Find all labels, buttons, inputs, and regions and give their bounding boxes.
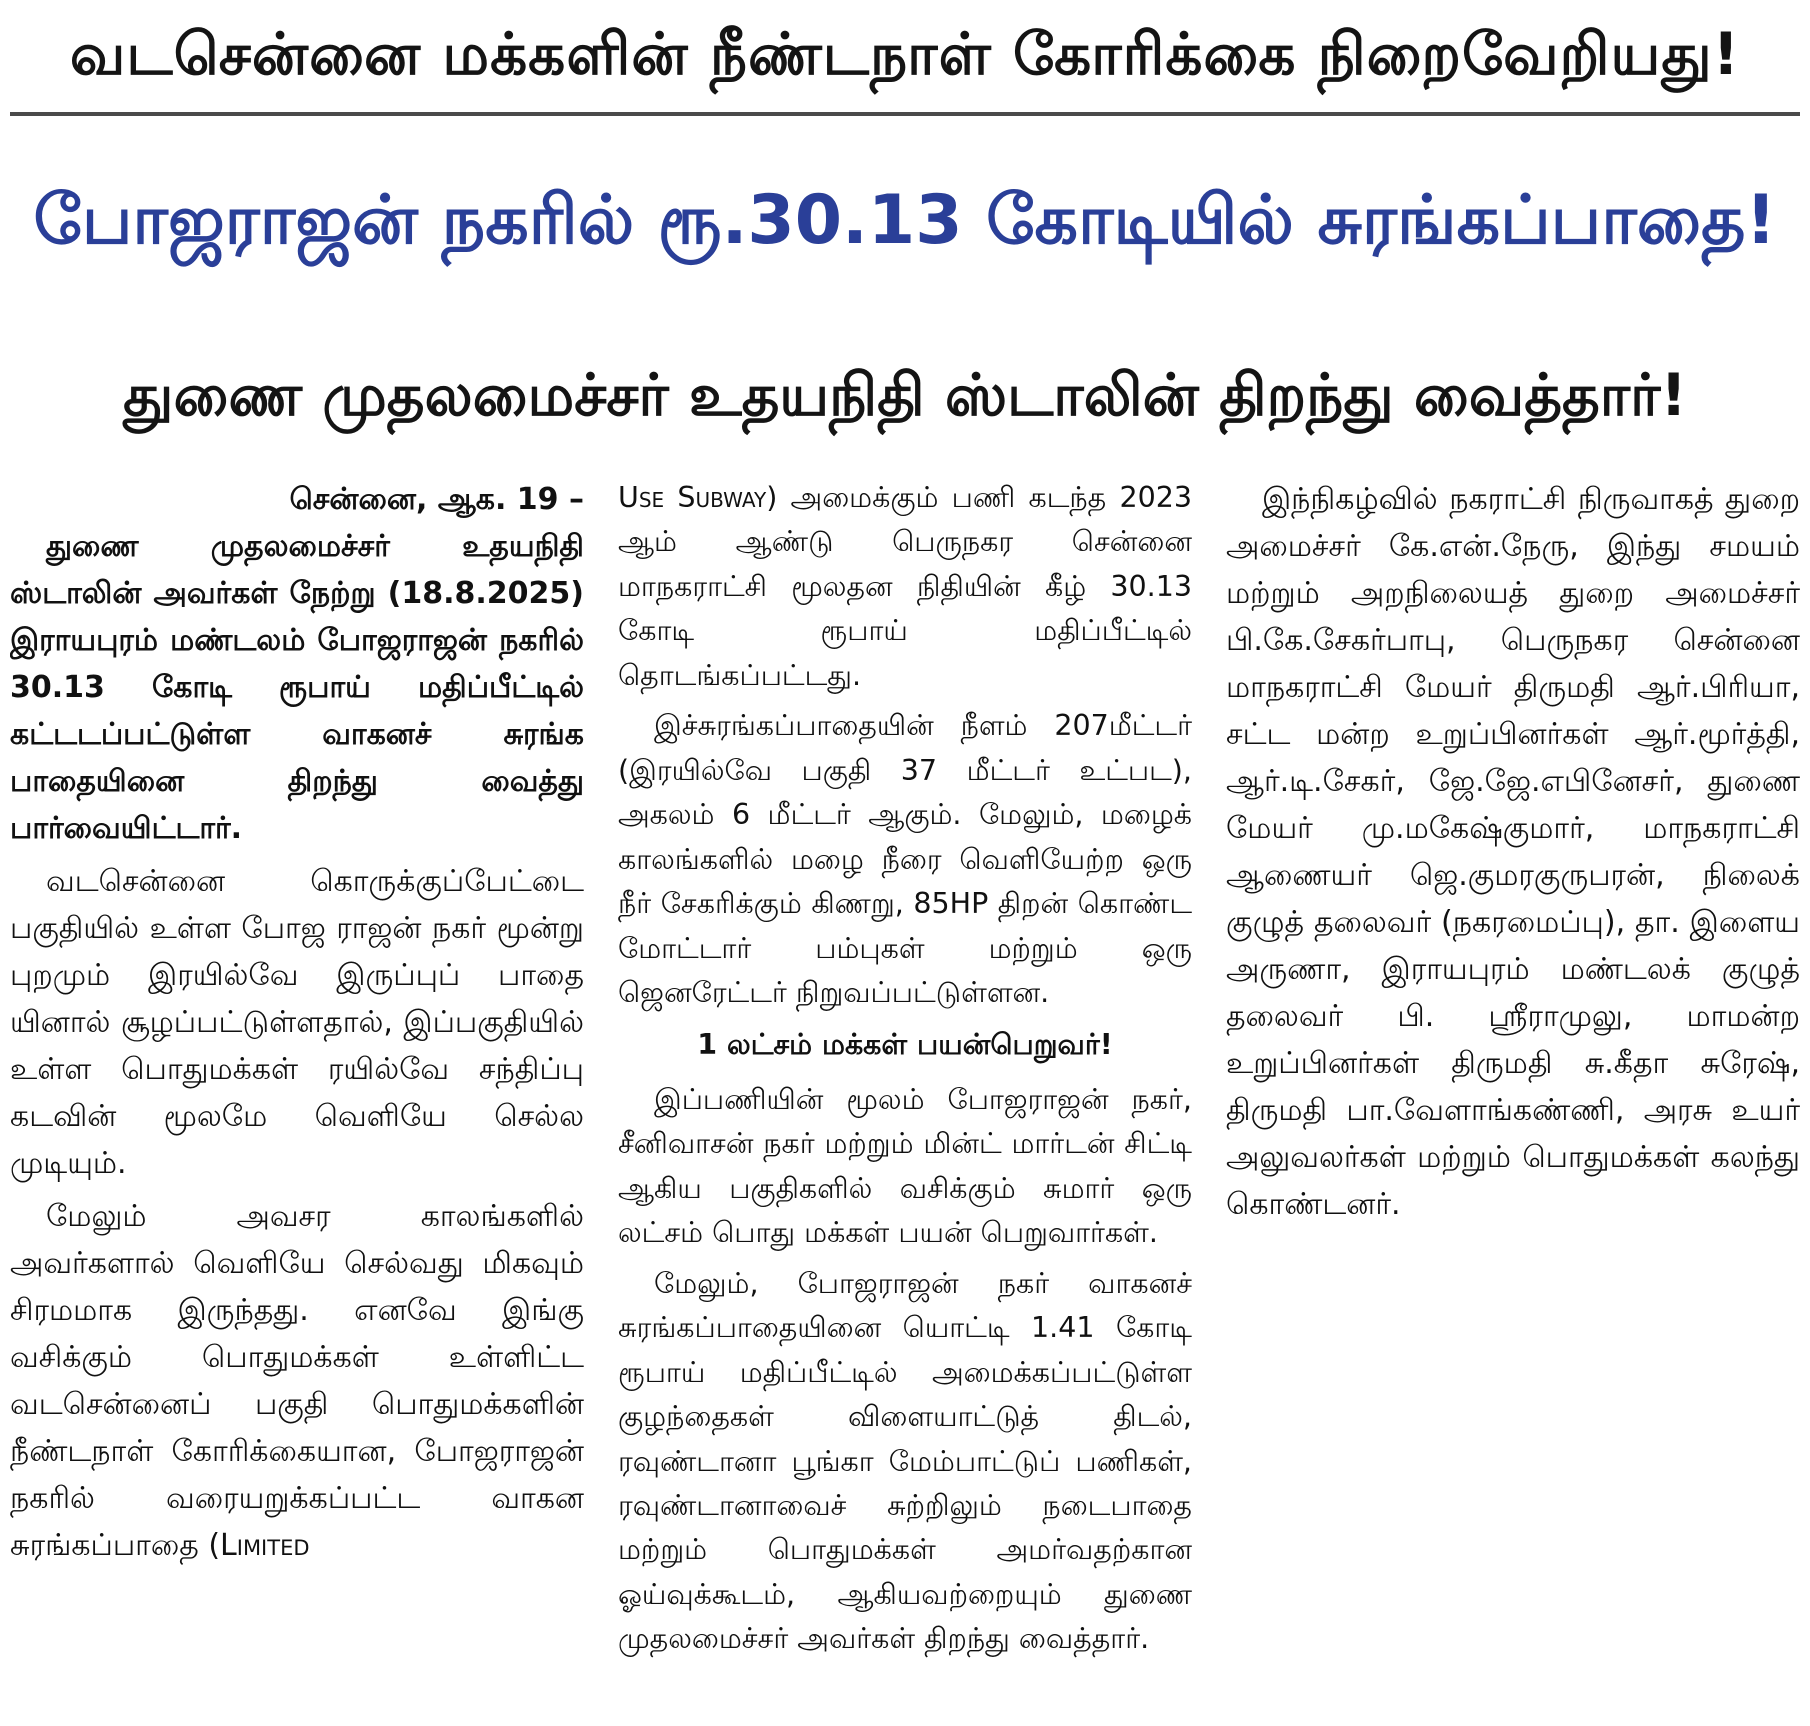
paragraph: இந்நிகழ்வில் நகராட்சி நிருவாகத் துறை அமைச்சர் கே.என்.நேரு, இந்து சமயம் மற்றும் அறநிலையத் துறை அமைச்சர் பி.கே.சேகர்பாபு, பெருநகர சென்னை மாநகராட்சி மேயர் திருமதி ஆர்.பிரியா, சட்ட மன்ற உறுப்பினர்கள் ஆர்.மூர்த்தி, ஆர்.டி.சேகர், ஜே.ஜே.எபினேசர், துணை மேயர் மு.மகேஷ்குமார், மாநகராட்சி ஆணையர் ஜெ.குமரகுருபரன், நிலைக் குழுத் தலைவர் (நகரமைப்பு), தா. இளைய அருணா, இராயபுரம் மண்டலக் குழுத் தலைவர் பி. ஸ்ரீராமுலு, மாமன்ற உறுப்பினர்கள் திருமதி சு.கீதா சுரேஷ், திருமதி பா.வேளாங்கண்ணி, அரசு உயர் அலுவலர்கள் மற்றும் பொதுமக்கள் கலந்து கொண்டனர். bbox=[1226, 482, 1800, 1222]
paragraph: இப்பணியின் மூலம் போஜராஜன் நகர், சீனிவாசன் நகர் மற்றும் மின்ட் மார்டன் சிட்டி ஆகிய பகுதிகளில் வசிக்கும் சுமார் ஒரு லட்சம் பொது மக்கள் பயன் பெறுவார்கள். bbox=[618, 1082, 1192, 1250]
paragraph-text: ) அமைக்கும் பணி கடந்த 2023 ஆம் ஆண்டு பெருநகர சென்னை மாநகராட்சி மூலதன நிதியின் கீழ் 30.13 கோடி ரூபாய் மதிப்பீட்டில் தொடங்கப்பட்டது. bbox=[618, 481, 1192, 692]
lead-paragraph: துணை முதலமைச்சர் உதயநிதி ஸ்டாலின் அவர்கள் நேற்று (18.8.2025) இராயபுரம் மண்டலம் போஜராஜன் நகரில் 30.13 கோடி ரூபாய் மதிப்பீட்டில் கட்டடப்பட்டுள்ள வாகனச் சுரங்க பாதையினை திறந்து வைத்து பார்வையிட்டார். bbox=[10, 529, 584, 846]
column-1 bbox=[10, 476, 584, 1716]
divider-rule bbox=[10, 112, 1800, 116]
sub-headline: துணை முதலமைச்சர் உதயநிதி ஸ்டாலின் திறந்து வைத்தார்! bbox=[123, 361, 1687, 429]
article-body bbox=[10, 476, 1800, 1716]
paragraph: மேலும், போஜராஜன் நகர் வாகனச் சுரங்கப்பாதையினை யொட்டி 1.41 கோடி ரூபாய் மதிப்பீட்டில் அமைக்கப்பட்டுள்ள குழந்தைகள் விளையாட்டுத் திடல், ரவுண்டானா பூங்கா மேம்பாட்டுப் பணிகள், ரவுண்டானாவைச் சுற்றிலும் நடைபாதை மற்றும் பொதுமக்கள் அமர்வதற்கான ஓய்வுக்கூடம், ஆகியவற்றையும் துணை முதலமைச்சர் அவர்கள் திறந்து வைத்தார். bbox=[618, 1266, 1192, 1656]
inner-headline: 1 லட்சம் மக்கள் பயன்பெறுவர்! bbox=[697, 1028, 1113, 1062]
limited-term: Limited bbox=[220, 1528, 310, 1563]
column-3 bbox=[1226, 476, 1800, 1716]
paragraph: வடசென்னை கொருக்குப்பேட்டை பகுதியில் உள்ள போஜ ராஜன் நகர் மூன்று புறமும் இரயில்வே இருப்புப் பாதை யினால் சூழப்பட்டுள்ளதால், இப்பகுதியில் உள்ள பொதுமக்கள் ரயில்வே சந்திப்பு கடவின் மூலமே வெளியே செல்ல முடியும். bbox=[10, 864, 584, 1181]
column-2 bbox=[618, 476, 1192, 1716]
main-headline: போஜராஜன் நகரில் ரூ.30.13 கோடியில் சுரங்கப்பாதை! bbox=[33, 181, 1777, 260]
paragraph bbox=[618, 476, 1192, 698]
paragraph-text: மேலும் அவசர காலங்களில் அவர்களால் வெளியே செல்வது மிகவும் சிரமமாக இருந்தது. எனவே இங்கு வசிக்கும் பொதுமக்கள் உள்ளிட்ட வடசென்னைப் பகுதி பொதுமக்களின் நீண்டநாள் கோரிக்கையான, போஜராஜன் நகரில் வரையறுக்கப்பட்ட வாகன சுரங்கப்பாதை ( bbox=[10, 1199, 584, 1563]
kicker-headline: வடசென்னை மக்களின் நீண்டநாள் கோரிக்கை நிறைவேறியது! bbox=[69, 20, 1741, 88]
dateline: சென்னை, ஆக. 19 – bbox=[289, 482, 584, 517]
paragraph: இச்சுரங்கப்பாதையின் நீளம் 207மீட்டர் (இரயில்வே பகுதி 37 மீட்டர் உட்பட), அகலம் 6 மீட்டர் ஆகும். மேலும், மழைக் காலங்களில் மழை நீரை வெளியேற்ற ஒரு நீர் சேகரிக்கும் கிணறு, 85HP திறன் கொண்ட மோட்டார் பம்புகள் மற்றும் ஒரு ஜெனரேட்டர் நிறுவப்பட்டுள்ளன. bbox=[618, 709, 1192, 1009]
use-subway-term: Use Subway bbox=[618, 481, 767, 514]
paragraph bbox=[10, 1193, 584, 1569]
